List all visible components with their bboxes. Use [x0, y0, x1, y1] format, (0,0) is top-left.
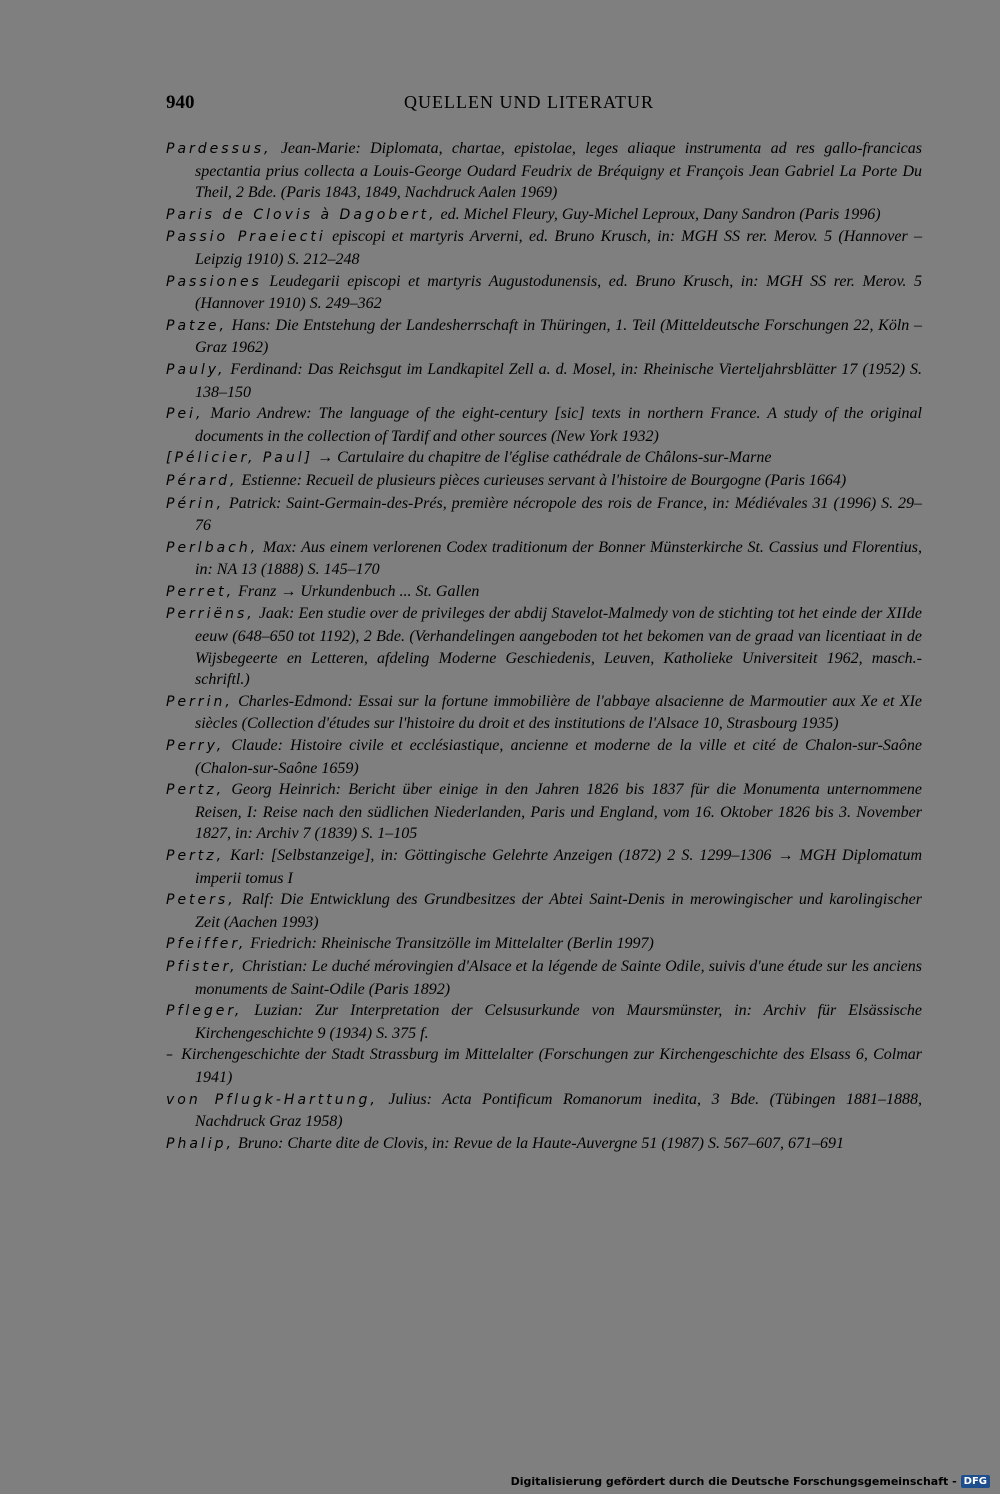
- page-number: 940: [166, 92, 195, 113]
- bib-entry: [166, 956, 922, 1000]
- entry-text: Estienne: Recueil de plusieurs pièces curieuses servant à l'histoire de Bourgogne (Paris 1664): [237, 471, 847, 489]
- entry-author: Pérard,: [166, 472, 238, 489]
- entry-author: Phalip,: [166, 1135, 235, 1152]
- bib-entry: [166, 138, 922, 204]
- entry-author: [Pélicier, Paul]: [166, 450, 314, 467]
- entry-text: Bruno: Charte dite de Clovis, in: Revue de la Haute-Auvergne 51 (1987) S. 567–607, 671–691: [234, 1134, 844, 1152]
- entry-text: Christian: Le duché mérovingien d'Alsace et la légende de Sainte Odile, suivis d'une étude sur les anciens monuments de Saint-Odile (Paris 1892): [195, 957, 922, 998]
- entry-text: Georg Heinrich: Bericht über einige in den Jahren 1826 bis 1837 für die Monumenta unternommene Reisen, I: Reise nach den südlichen Niederlanden, Paris und England, vom 16. Oktober 1826 bis 3. November 1827, in: Archiv 7 (1839) S. 1–105: [195, 781, 922, 843]
- bib-entry: [166, 735, 922, 779]
- bib-entry: [166, 470, 922, 493]
- entry-text: Luzian: Zur Interpretation der Celsusurkunde von Maursmünster, in: Archiv für Elsässische Kirchengeschichte 9 (1934) S. 375 f.: [195, 1002, 922, 1042]
- bibliography-list: [166, 138, 922, 1155]
- bib-entry: [166, 1133, 922, 1156]
- entry-author: Passiones: [166, 273, 262, 290]
- bib-entry: [166, 603, 922, 690]
- bib-entry: [166, 1089, 922, 1133]
- footer: [511, 1475, 990, 1488]
- entry-author: Perrin,: [166, 693, 233, 710]
- entry-text: episcopi et martyris Arverni, ed. Bruno Krusch, in: MGH SS rer. Merov. 5 (Hannover – Leipzig 1910) S. 212–248: [195, 228, 923, 268]
- bib-entry: [166, 493, 922, 537]
- entry-author: Pertz,: [166, 848, 225, 864]
- bib-entry: [166, 359, 922, 403]
- entry-text: Patrick: Saint-Germain-des-Prés, première nécropole des rois de France, in: Médiévales 31 (1996) S. 29–76: [195, 494, 922, 535]
- bib-entry: [166, 537, 922, 581]
- entry-text: Claude: Histoire civile et ecclésiastique, ancienne et moderne de la ville et cité de Chalon-sur-Saône (Chalon-sur-Saône 1659): [195, 737, 922, 777]
- entry-text: Jean-Marie: Diplomata, chartae, epistolae, leges aliaque instrumenta ad res gallo-francicas spectantia prius collecta a Louis-George Oudard Feudrix de Bréquigny et François Jean Gabriel La Porte Du Theil, 2 Bde. (Paris 1843, 1849, Nachdruck Aalen 1969): [195, 140, 922, 202]
- bib-entry: [166, 271, 922, 315]
- bib-entry: [166, 581, 922, 604]
- entry-text: Max: Aus einem verlorenen Codex traditionum der Bonner Münsterkirche St. Cassius und Florentius, in: NA 13 (1888) S. 145–170: [195, 538, 922, 579]
- entry-text: Ralf: Die Entwicklung des Grundbesitzes der Abtei Saint-Denis in merowingischer und karolingischer Zeit (Aachen 1993): [195, 891, 922, 931]
- entry-text: Leudegarii episcopi et martyris Augustodunensis, ed. Bruno Krusch, in: MGH SS rer. Merov. 5 (Hannover 1910) S. 249–362: [195, 272, 922, 313]
- entry-author: Patze,: [166, 317, 227, 334]
- entry-text: Friedrich: Rheinische Transitzölle im Mittelalter (Berlin 1997): [246, 935, 654, 953]
- bib-entry: [166, 204, 922, 227]
- entry-author: Pfleger,: [166, 1003, 243, 1020]
- entry-author: Peters,: [166, 892, 236, 909]
- bib-entry: [166, 403, 922, 447]
- dfg-logo: DFG: [961, 1475, 990, 1488]
- entry-text: Franz → Urkundenbuch ... St. Gallen: [234, 582, 480, 600]
- bib-entry: [166, 1044, 922, 1088]
- entry-author: Pfister,: [166, 958, 238, 975]
- entry-text: Kirchengeschichte der Stadt Strassburg im Mittelalter (Forschungen zur Kirchengeschichte des Elsass 6, Colmar 1941): [176, 1046, 922, 1086]
- entry-author: Pfeiffer,: [166, 936, 247, 953]
- entry-author: Perry,: [166, 738, 225, 755]
- entry-author: von Pflugk-Harttung,: [166, 1091, 378, 1108]
- entry-author: Périn,: [166, 495, 225, 512]
- entry-text: Jaak: Een studie over de privileges der abdij Stavelot-Malmedy von de stichting tot het einde der XIIde eeuw (648–650 tot 1192), 2 Bde. (Verhandelingen aangeboden tot het bekomen van de graad van licentiaat in de Wijsbegeerte en Letteren, afdeling Moderne Geschiedenis, Leuven, Katholieke Universiteit 1962, masch.-schriftl.): [195, 605, 922, 689]
- entry-text: → Cartulaire du chapitre de l'église cathédrale de Châlons-sur-Marne: [313, 449, 772, 467]
- bib-entry: [166, 447, 922, 470]
- bib-entry: [166, 226, 922, 270]
- bib-entry: [166, 933, 922, 956]
- entry-text: Hans: Die Entstehung der Landesherrschaft in Thüringen, 1. Teil (Mitteldeutsche Forschungen 22, Köln – Graz 1962): [195, 316, 922, 357]
- entry-text: Charles-Edmond: Essai sur la fortune immobilière de l'abbaye alsacienne de Marmoutier aux Xe et XIe siècles (Collection d'études sur l'histoire du droit et des institutions de l'Alsace 10, Strasbourg 1935): [195, 692, 922, 733]
- entry-text: Ferdinand: Das Reichsgut im Landkapitel Zell a. d. Mosel, in: Rheinische Vierteljahrsblätter 17 (1952) S. 138–150: [195, 360, 922, 401]
- running-head: QUELLEN UND LITERATUR: [404, 92, 654, 112]
- entry-author: –: [166, 1047, 176, 1064]
- bib-entry: [166, 1000, 922, 1044]
- bib-entry: [166, 779, 922, 845]
- entry-author: Paris de Clovis à Dagobert,: [166, 206, 437, 223]
- entry-author: Pauly,: [166, 361, 226, 378]
- entry-author: Pei,: [166, 406, 204, 423]
- entry-author: Pardessus,: [166, 141, 272, 157]
- bib-entry: [166, 889, 922, 933]
- entry-text: Mario Andrew: The language of the eight-century [sic] texts in northern France. A study of the original documents in the collection of Tardif and other sources (New York 1932): [195, 405, 922, 445]
- entry-author: Perriëns,: [166, 606, 255, 623]
- entry-author: Passio Praeiecti: [166, 229, 326, 246]
- entry-author: Perlbach,: [166, 539, 259, 556]
- bib-entry: [166, 691, 922, 735]
- bib-entry: [166, 845, 922, 889]
- entry-text: ed. Michel Fleury, Guy-Michel Leproux, Dany Sandron (Paris 1996): [436, 205, 881, 223]
- entry-text: Julius: Acta Pontificum Romanorum inedita, 3 Bde. (Tübingen 1881–1888, Nachdruck Graz 1958): [195, 1090, 923, 1131]
- entry-text: Karl: [Selbstanzeige], in: Göttingische Gelehrte Anzeigen (1872) 2 S. 1299–1306 → MGH Diplomatum imperii tomus I: [195, 847, 922, 887]
- bib-entry: [166, 315, 922, 359]
- entry-author: Pertz,: [166, 782, 225, 799]
- entry-author: Perret,: [166, 583, 235, 600]
- footer-credit: Digitalisierung gefördert durch die Deutsche Forschungsgemeinschaft -: [510, 1475, 957, 1488]
